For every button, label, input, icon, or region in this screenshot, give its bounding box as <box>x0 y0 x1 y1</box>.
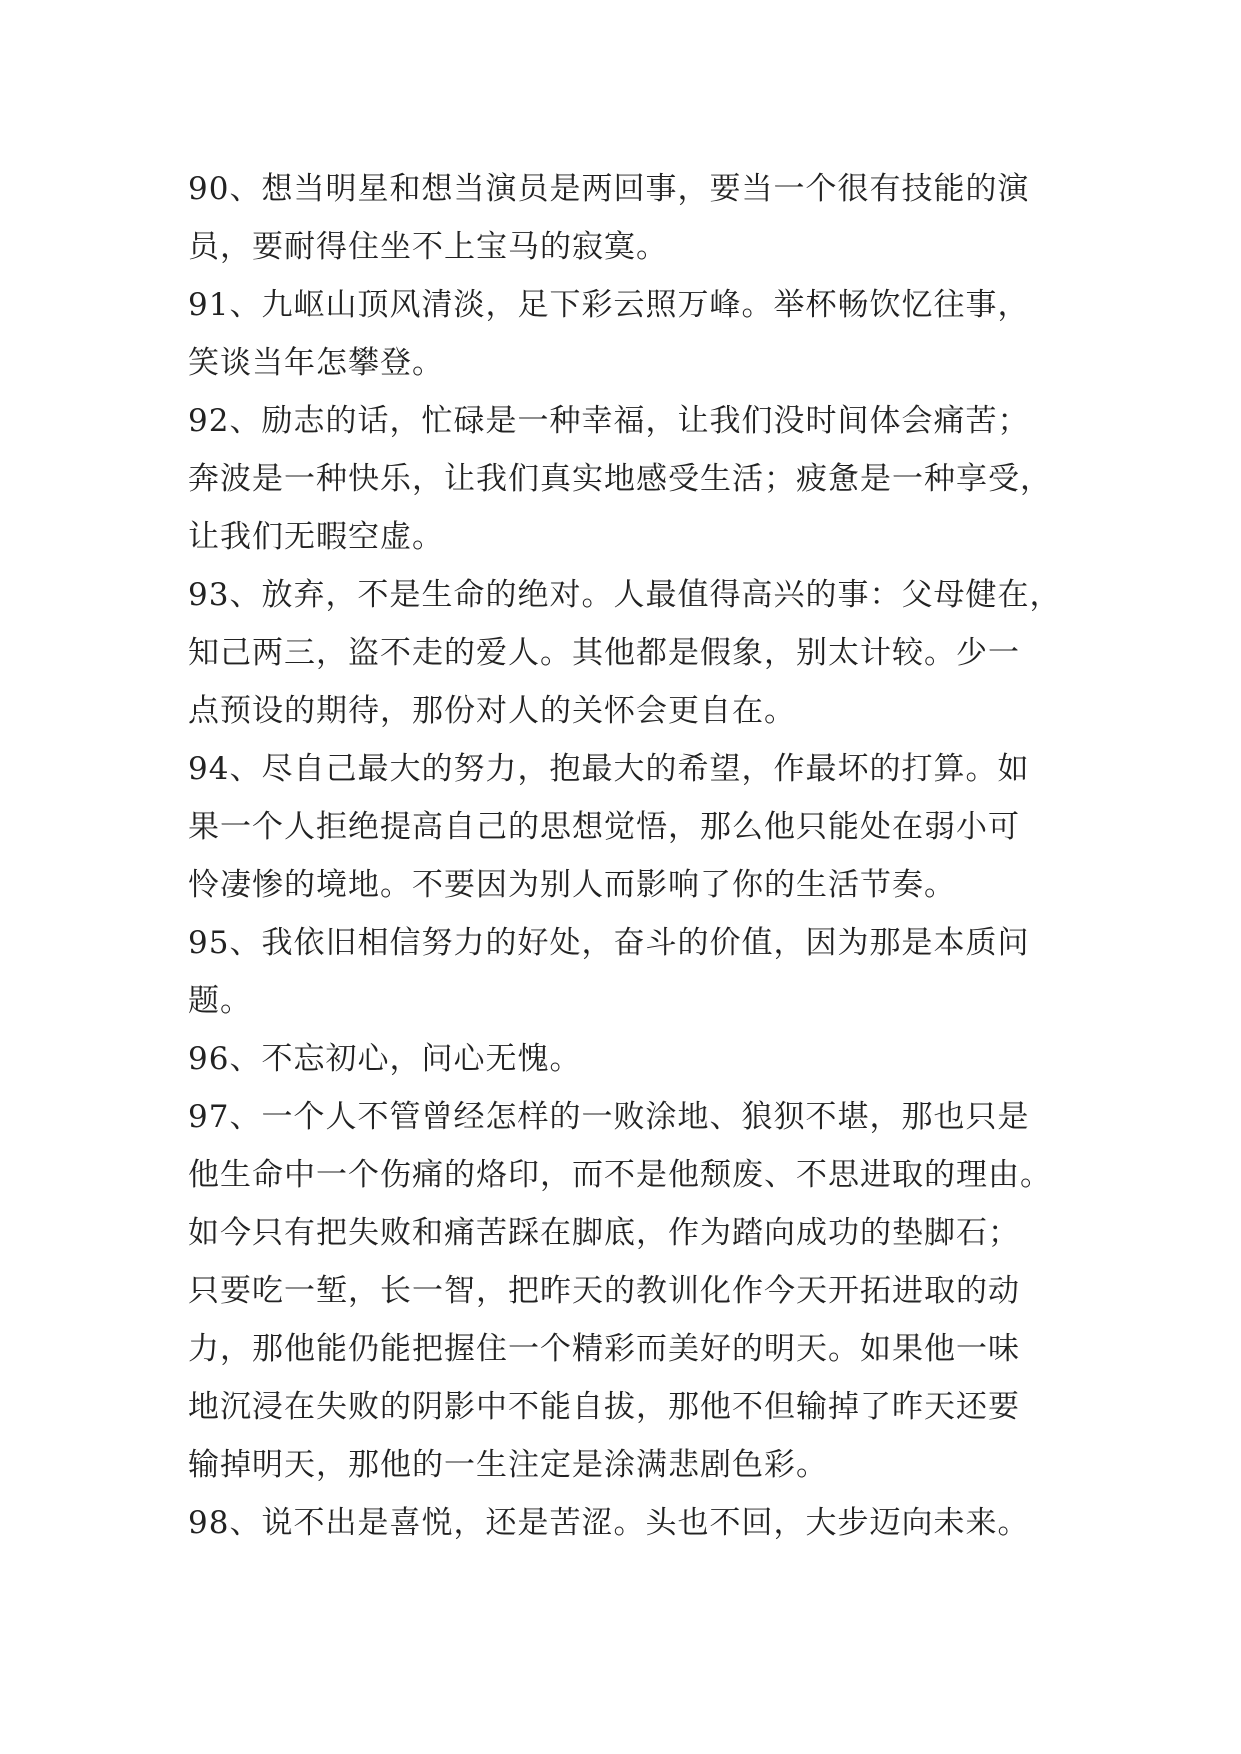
document-body <box>188 160 1068 1552</box>
text-line: 98、说不出是喜悦，还是苦涩。头也不回，大步迈向未来。 <box>188 1505 1030 1541</box>
text-line: 果一个人拒绝提高自己的思想觉悟，那么他只能处在弱小可 <box>188 809 1020 845</box>
text-line: 如今只有把失败和痛苦踩在脚底，作为踏向成功的垫脚石； <box>188 1215 1020 1251</box>
text-line: 只要吃一堑，长一智，把昨天的教训化作今天开拓进取的动 <box>188 1273 1020 1309</box>
text-line: 知己两三，盗不走的爱人。其他都是假象，别太计较。少一 <box>188 635 1020 671</box>
text-line: 点预设的期待，那份对人的关怀会更自在。 <box>188 693 796 729</box>
text-line: 92、励志的话，忙碌是一种幸福，让我们没时间体会痛苦； <box>188 403 1030 439</box>
text-line: 地沉浸在失败的阴影中不能自拔，那他不但输掉了昨天还要 <box>188 1389 1020 1425</box>
text-line: 员，要耐得住坐不上宝马的寂寞。 <box>188 229 668 265</box>
text-line: 笑谈当年怎攀登。 <box>188 345 444 381</box>
text-line: 95、我依旧相信努力的好处，奋斗的价值，因为那是本质问 <box>188 925 1030 961</box>
text-line: 奔波是一种快乐，让我们真实地感受生活；疲惫是一种享受， <box>188 461 1052 497</box>
text-line: 输掉明天，那他的一生注定是涂满悲剧色彩。 <box>188 1447 828 1483</box>
text-line: 90、想当明星和想当演员是两回事，要当一个很有技能的演 <box>188 171 1030 207</box>
text-line: 96、不忘初心，问心无愧。 <box>188 1041 582 1077</box>
text-line: 力，那他能仍能把握住一个精彩而美好的明天。如果他一味 <box>188 1331 1020 1367</box>
text-line: 97、一个人不管曾经怎样的一败涂地、狼狈不堪，那也只是 <box>188 1099 1030 1135</box>
text-line: 91、九岖山顶风清淡，足下彩云照万峰。举杯畅饮忆往事， <box>188 287 1030 323</box>
text-line: 让我们无暇空虚。 <box>188 519 444 555</box>
text-line: 题。 <box>188 983 252 1019</box>
text-line: 93、放弃，不是生命的绝对。人最值得高兴的事：父母健在， <box>188 577 1062 613</box>
text-line: 94、尽自己最大的努力，抱最大的希望，作最坏的打算。如 <box>188 751 1030 787</box>
text-line: 怜凄惨的境地。不要因为别人而影响了你的生活节奏。 <box>188 867 956 903</box>
text-line: 他生命中一个伤痛的烙印，而不是他颓废、不思进取的理由。 <box>188 1157 1052 1193</box>
